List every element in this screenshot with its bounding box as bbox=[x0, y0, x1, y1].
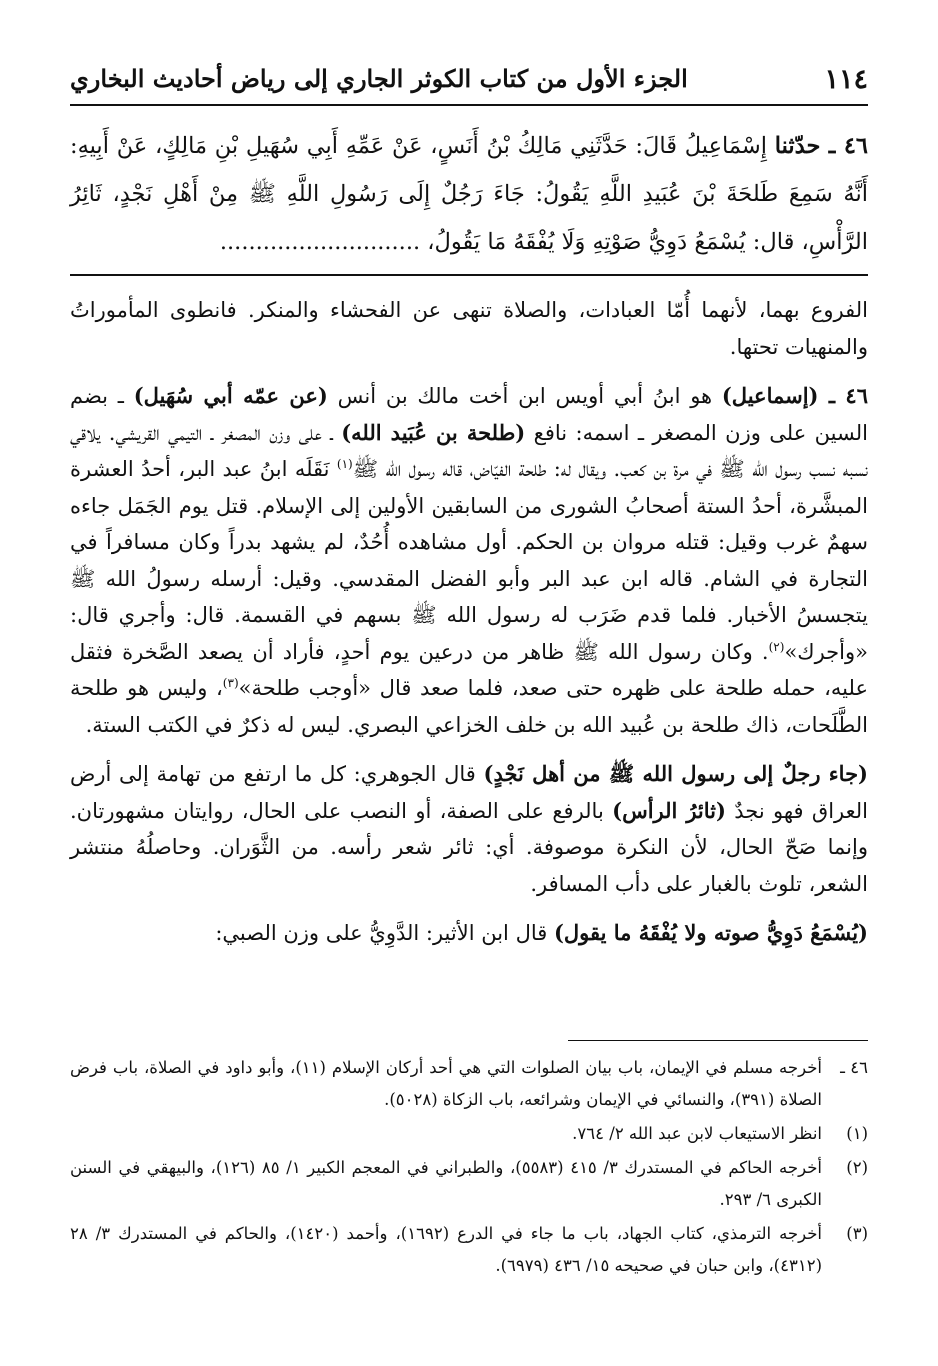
commentary-paragraph bbox=[70, 292, 868, 365]
paragraph-text: بالرفع على الصفة، أو النصب على الحال، روايتان مشهورتان. وإنما صَحّ الحال، لأن النكرة موصوفة. أي: ثائر شعر رأسه. من الثَّوَران. وحاصلُهُ منتشر الشعر، تلوث بالغبار على دأب المسافر. bbox=[70, 798, 868, 896]
paragraph-text: . وكان رسول الله ﷺ ظاهر من درعين يوم أحدٍ، فأراد أن يصعد الصَّخرة فثقل عليه، حمله طلحة على ظهره حتى صعد، فلما صعد قال «أوجب طلحة» bbox=[70, 639, 868, 700]
footnote-ref[interactable]: (٢) bbox=[768, 639, 785, 654]
term-heading: ٤٦ ـ (إسماعيل) bbox=[721, 383, 868, 408]
footnote-number: (١) bbox=[846, 1124, 868, 1143]
term-heading: (عن عمّه أبي سُهَيل) bbox=[133, 383, 328, 408]
footnote-number: ٤٦ ـ bbox=[840, 1058, 868, 1077]
paragraph-text: نَقَلَه ابنُ عبد البر، أحدُ العشرة المبشَّرة، أحدُ الستة أصحابُ الشورى من السابقين الأولين إلى الإسلام. قتل يوم الجَمَل جاءه سهمٌ غرب وقيل: قتله مروان بن الحكم. أول مشاهده أُحُدٌ، لم يشهد بدراً وكان مسافراً في التجارة في الشام. قاله ابن عبد البر وأبو الفضل المقدسي. وقيل: أرسله رسولُ الله ﷺ يتجسسُ الأخبار. فلما قدم ضَرَب له رسول الله ﷺ بسهم في القسمة. قال: وأجري قال: «وأجرك» bbox=[70, 457, 868, 664]
paragraph-text: هو ابنُ أبي أويس ابن أخت مالك بن أنس bbox=[337, 384, 713, 408]
term-heading: (يُسْمَعُ دَوِيُّ صوته ولا يُفْقَهُ ما يقول) bbox=[553, 920, 868, 945]
commentary-paragraph bbox=[70, 756, 868, 902]
footnote-number: (٢) bbox=[846, 1158, 868, 1177]
hadith-body: إِسْمَاعِيلُ قَالَ: حَدَّثَنِي مَالِكُ بْنُ أَنَسٍ، عَنْ عَمِّهِ أَبِي سُهَيلِ بْنِ مَالِكٍ، عَنْ أَبِيهِ: أَنَّهُ سَمِعَ طَلحَةَ بْنَ عُبَيدِ اللَّهِ يَقُولُ: جَاءَ رَجُلٌ إِلَى رَسُولِ اللَّهِ ﷺ مِنْ أَهْلِ نَجْدٍ، ثَائِرُ الرَّأْسِ، قال: يُسْمَعُ دَوِيُّ صَوْتِهِ وَلَا يُفْقَهُ مَا يَقُولُ، bbox=[70, 133, 868, 255]
section-divider bbox=[70, 274, 868, 276]
term-heading: (طلحة بن عُبَيد الله) bbox=[341, 419, 526, 445]
commentary-paragraph bbox=[70, 378, 868, 743]
footnote bbox=[70, 1052, 868, 1116]
footnote-ref[interactable]: (١) bbox=[336, 457, 353, 471]
footnote-text: أخرجه مسلم في الإيمان، باب بيان الصلوات التي هي أحد أركان الإسلام (١١)، وأبو داود في الصلاة، باب فرض الصلاة (٣٩١)، والنسائي في الإيمان وشرائعه، باب الزكاة (٥٠٢٨). bbox=[70, 1058, 822, 1109]
footnote-text: انظر الاستيعاب لابن عبد الله ٢/ ٧٦٤. bbox=[572, 1124, 822, 1143]
paragraph-text: ـ بضم السين على وزن المصغر ـ اسمه: نافع bbox=[70, 384, 868, 445]
paragraph-text: ، وليس هو طلحة الطَّلَحات، ذاك طلحة بن عُبيد الله بن خلف الخزاعي البصري. ليس له ذكرٌ في الكتب الستة. bbox=[70, 676, 868, 737]
commentary bbox=[70, 292, 868, 965]
paragraph-text: قال الجوهري: كل ما ارتفع من تهامة إلى أرض العراق فهو نجدٌ bbox=[70, 762, 868, 823]
footnote-number: (٣) bbox=[846, 1224, 868, 1243]
commentary-paragraph bbox=[70, 915, 868, 952]
footnote-text: أخرجه الحاكم في المستدرك ٣/ ٤١٥ (٥٥٨٣)، والطبراني في المعجم الكبير ١/ ٨٥ (١٢٦)، والبيهقي في السنن الكبرى ٦/ ٢٩٣. bbox=[70, 1158, 822, 1209]
term-heading: (ثائرُ الرأس) bbox=[612, 797, 726, 823]
footnote bbox=[70, 1218, 868, 1282]
footnote-text: أخرجه الترمذي، كتاب الجهاد، باب ما جاء في الدرع (١٦٩٢)، وأحمد (١٤٢٠)، والحاكم في المستدرك ٣/ ٢٨ (٤٣١٢)، وابن حبان في صحيحه ١٥/ ٤٣٦ (٦٩٧٩). bbox=[70, 1224, 822, 1275]
paragraph-text: ـ على وزن المصغر ـ التيمي القريشي. يلاقي نسبه نسب رسول الله ﷺ في مرة بن كعب. ويقال له: طلحة الفيّاض، قاله رسول الله ﷺ bbox=[70, 420, 868, 481]
paragraph-text: قال ابن الأثير: الدَّوِيُّ على وزن الصبي: bbox=[215, 921, 548, 945]
footnote-divider bbox=[568, 1040, 868, 1041]
paragraph-text: الفروع بهما، لأنهما أُمّا العبادات، والصلاة تنهى عن الفحشاء والمنكر. فانطوى المأموراتُ والمنهيات تحتها. bbox=[70, 298, 868, 359]
running-title: الجزء الأول من كتاب الكوثر الجاري إلى رياض أحاديث البخاري bbox=[70, 64, 688, 93]
footnote bbox=[70, 1118, 868, 1150]
footnote-ref[interactable]: (٣) bbox=[222, 676, 239, 690]
footnote bbox=[70, 1152, 868, 1216]
term-heading: (جاء رجلٌ إلى رسول الله ﷺ من أهل نَجْدٍ) bbox=[483, 761, 868, 786]
hadith-text bbox=[70, 122, 868, 266]
running-header bbox=[70, 58, 868, 106]
hadith-number: ٤٦ ـ حدّثنا bbox=[774, 133, 869, 159]
hadith-continuation-dots: ............................ bbox=[219, 229, 421, 255]
page-number: ١١٤ bbox=[824, 64, 868, 95]
footnotes bbox=[70, 1052, 868, 1284]
